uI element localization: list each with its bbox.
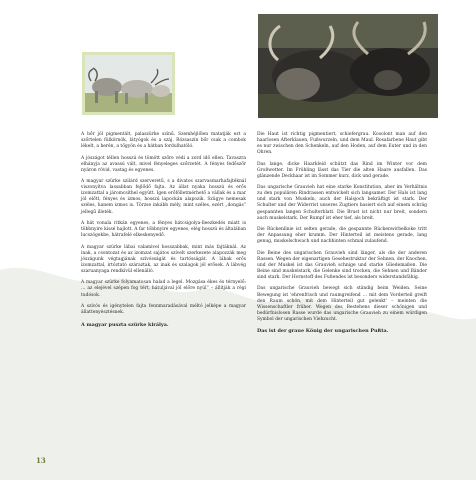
paragraph: A magyar szürke szilárd szerveretű, s a divatos szarvasmarhafajtéknál viszonyítva lassabban fejlődő fajta. Az állat nyaka hosszú és erős izomzattal a járomcsíthel együtt. Igen erőfölletmérhető a vállak és a mar jól előtt, fényes és izmos, hosszú lapockán alapozik. Szügye nemesak széles, hanem izmos is. Törzse inkább mély, mint széles, ezért „dongás” jellegű illeték. <box>81 179 246 215</box>
hungarian-text-column <box>81 132 246 334</box>
page-number: 13 <box>36 456 46 465</box>
paragraph: A hát vonala ritkán egyenes, a fényes hátcsigolya-lleezkedés miatt is többnyire kissé hajlott. A far többnyire egyenes, elég hosszú és általában lucszögekbe, hátrafelé elkeskenyedő. <box>81 221 246 239</box>
paragraph: Das lange, dicke Haarkleid schützt das Rind im Winter vor dem Großwetter. Im Frühling lässt das Tier die alten Haare ausfallen. Das glänzende Deckhaar ist im Sommer kurz, dick und gerade. <box>257 161 427 179</box>
paragraph: A magyar szürke lábai valamivel hosszabbak, mint más fajtáknál. Az inak, a csontozat és az izomzat sajátos szívelt szerkezete alapozzák meg jószágunk végtagjának szívósságát és tartósságát. A lábak erős izomzattal, irtóztató száraztak, az inak és szalagok jól erősek. A lábvég szaruanyaga rendkívül ellenálló. <box>81 244 246 274</box>
paragraph: Die Rückenlinie ist selten gerade, die gespannte Rückenwirbelkoke tritt der Anpassung eher krumm. Der Hinterteil ist meistens gerade, lang genug, muskelschwach und nachhinten schmal zulaufend. <box>257 227 427 245</box>
paragraph: A jószágot téllen hosszú és tömött szőre védi a zord idő ellen. Tavaszra elhányja az avassú vált, mivel fényeleges szőrzetét. A fényes fedőszőr nyáron rövid, vastag és egyenes. <box>81 155 246 173</box>
paragraph: Das ungarische Grauvieh hat eine starke Konstitution, aber im Verhältnis zu den populären Rindrassen entwickelt sich langsamer. Der Hals ist lang und stark von Muskeln, auch der Halsjoch bekräftigt ist stark. Der Schulter und der Widerrist unseres Zugtiers basiert sich auf einem schräg gespannten langen Schulterblatt. Die Brust ist nicht nur breit, sondern auch muskelstark. Der Rumpf ist eher tief, als breit. <box>257 185 427 221</box>
closing-line: A magyar puszta szürke királya. <box>81 321 169 328</box>
paragraph: A magyar szürke folyamatosan halad a legel. Mozgása ékes és térnyelő: … az elejével szépen fog tért, hátuljával jól előre nyúl” – állítják a régi tudósok. <box>81 280 246 298</box>
cattle-herd-photo <box>82 52 175 115</box>
paragraph: Die Beine des ungarischen Grauvieh sind länger, als die der anderen Rassen. Wegen der eigenartigen Gesehestruktur der Sehnen, der Knochen, und der Muskel ist das Grauvieh schnige und starke Gliedemaßen. Die Beine sind muskelstark, die Gelenke sind trocken, die Sehnen und Bänder sind stark. Der Hornstoff des Fußendes ist besonders widerstandsfähig. <box>257 250 427 280</box>
closing-line: Das ist der graue König der ungarischen Pußta. <box>257 328 389 335</box>
paragraph: A bőr jól pigmentált, palaszürke színű. Szemhéjlőlen matatják ezt a szőrtelen fülkörnök, látyógok és a száj. Rózsaszín bőr csak a combok lékelt, a herén, a tőgyön és a hátban fordulhatóló. <box>81 132 246 150</box>
paragraph: Die Haut ist richtig pigmentiert, schiefergrau. Kosolont man auf den haarlosen Afterklauen, Fußwurzeln, und dem Maul. Rosafarbene Haut gibt es nur zwischen den Schenkeln, auf den Hoden, auf dem Euter und in den Ohren. <box>257 132 427 156</box>
german-text-column <box>257 132 427 340</box>
grey-cattle-closeup-photo <box>258 14 438 118</box>
paragraph: A szívós és igénytelen fajta fennmaradásával méltó jelképe a magyar állattenyésztésnek. <box>81 304 246 316</box>
paragraph: Das ungarische Grauvieh bewegt sich ständig beim Weiden. Seine Bewegung ist 'ehrenfrisch und raumgreifend … mit dem Vorderteil greift den Raum schön, mit dem Hinterteil gut gelenkt' – meinten die Wissenschaftler früher. Wegen des Bestehens dieser schönigen und bedürfnislosen Rasse wurde das ungarische Grauvieh zu einem würdigen Symbol der ungarischen Viehzucht. <box>257 286 427 322</box>
